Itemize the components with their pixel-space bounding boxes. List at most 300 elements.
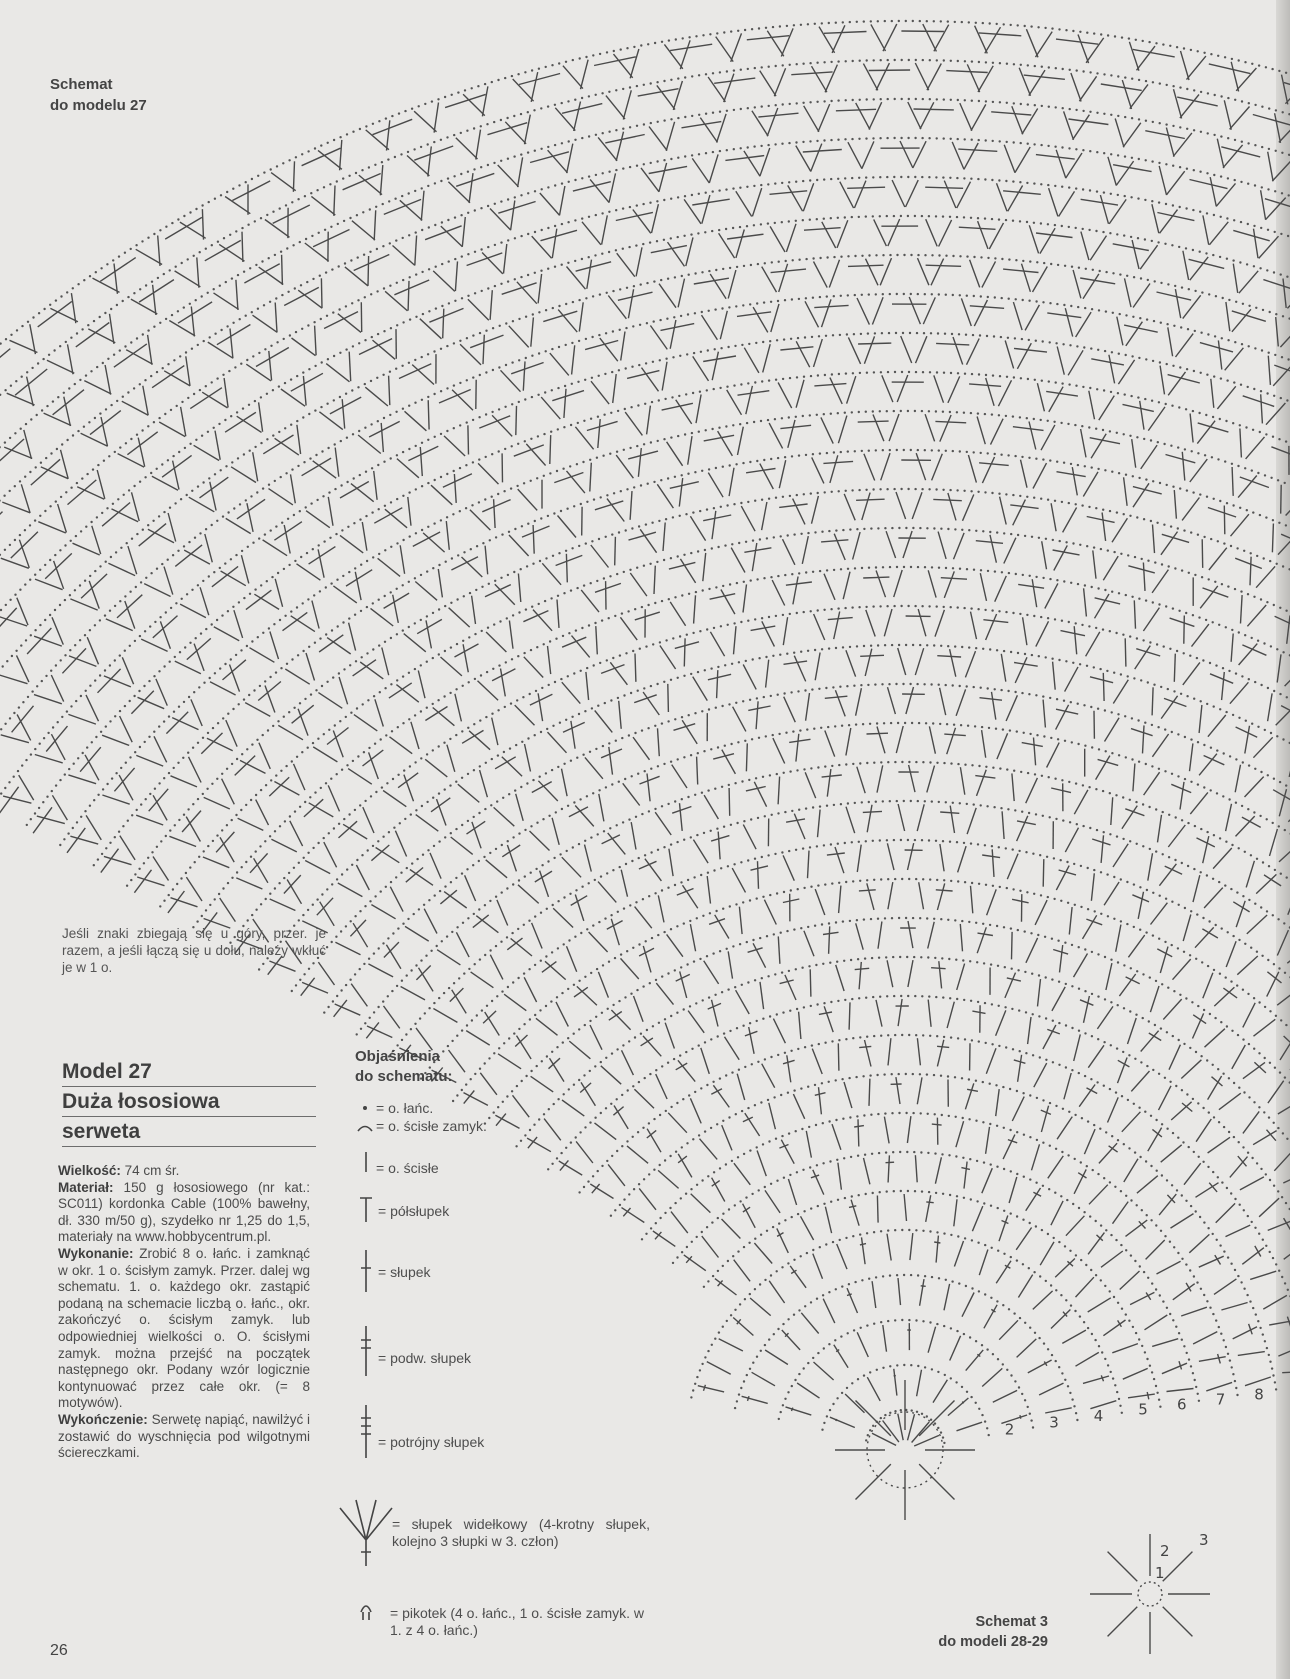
- chain-dot: [1148, 1020, 1150, 1022]
- chain-dot: [1203, 536, 1205, 538]
- chain-dot: [724, 664, 726, 666]
- chain-dot: [1086, 665, 1088, 667]
- chain-dot: [857, 1155, 859, 1157]
- chain-dot: [617, 911, 619, 913]
- chain-dot: [1110, 1001, 1112, 1003]
- chain-dot: [421, 529, 423, 531]
- chain-dot: [773, 933, 775, 935]
- chain-dot: [919, 917, 921, 919]
- chain-dot: [455, 688, 457, 690]
- chain-dot: [900, 839, 902, 841]
- chain-dot: [1232, 1373, 1234, 1375]
- chain-dot: [668, 598, 670, 600]
- chain-dot: [1151, 1282, 1153, 1284]
- chain-dot: [770, 576, 772, 578]
- chain-dot: [814, 1084, 816, 1086]
- chain-dot: [579, 798, 581, 800]
- chain-dot: [1236, 547, 1238, 549]
- chain-dot: [820, 727, 822, 729]
- chain-dot: [303, 857, 305, 859]
- chain-dot: [762, 896, 764, 898]
- chain-dot: [1031, 536, 1033, 538]
- chain-dot: [683, 554, 685, 556]
- chain-dot: [926, 1415, 928, 1417]
- chain-dot: [900, 488, 902, 490]
- chain-dot: [524, 440, 526, 442]
- chain-dot: [768, 616, 770, 618]
- chain-dot: [480, 674, 482, 676]
- chain-dot: [818, 688, 820, 690]
- chain-dot: [576, 587, 578, 589]
- chain-dot: [1253, 596, 1255, 598]
- chain-dot: [475, 589, 477, 591]
- chain-dot: [1021, 456, 1023, 458]
- chain-dot: [663, 559, 665, 561]
- chain-dot: [925, 722, 927, 724]
- chain-dot: [518, 611, 520, 613]
- chain-dot: [547, 1168, 549, 1170]
- chain-dot: [1075, 782, 1077, 784]
- chain-dot: [643, 687, 645, 689]
- chain-dot: [633, 486, 635, 488]
- chain-dot: [401, 980, 403, 982]
- chain-dot: [830, 1201, 832, 1203]
- chain-dot: [501, 990, 503, 992]
- chain-dot: [1091, 586, 1093, 588]
- chain-dot: [827, 726, 829, 728]
- chain-dot: [710, 830, 712, 832]
- chain-dot: [1023, 732, 1025, 734]
- chain-dot: [1147, 681, 1149, 683]
- chain-dot: [1122, 796, 1124, 798]
- chain-dot: [628, 818, 630, 820]
- chain-dot: [791, 573, 793, 575]
- chain-dot: [686, 1246, 688, 1248]
- chain-dot: [571, 716, 573, 718]
- chain-dot: [1212, 1064, 1214, 1066]
- chain-dot: [1181, 569, 1183, 571]
- chain-dot: [1163, 645, 1165, 647]
- chain-dot: [1161, 983, 1163, 985]
- chain-dot: [1027, 772, 1029, 774]
- chain-dot: [900, 995, 902, 997]
- chain-dot: [661, 805, 663, 807]
- chain-dot: [1282, 565, 1284, 567]
- chain-dot: [463, 551, 465, 553]
- chain-dot: [1157, 441, 1159, 443]
- chain-dot: [1198, 1400, 1200, 1402]
- chain-dot: [699, 1369, 701, 1371]
- chain-dot: [255, 850, 257, 852]
- chain-dot: [873, 879, 875, 881]
- chain-dot: [712, 1081, 714, 1083]
- chain-dot: [751, 738, 753, 740]
- chain-dot: [660, 479, 662, 481]
- chain-dot: [317, 842, 319, 844]
- chain-dot: [1054, 778, 1056, 780]
- chain-dot: [657, 849, 659, 851]
- chain-dot: [307, 909, 309, 911]
- chain-dot: [838, 373, 840, 375]
- chain-dot: [640, 1033, 642, 1035]
- chain-dot: [354, 567, 356, 569]
- chain-dot: [1235, 672, 1237, 674]
- chain-dot: [844, 842, 846, 844]
- chain-dot: [973, 569, 975, 571]
- chain-dot: [550, 431, 552, 433]
- chain-dot: [307, 852, 309, 854]
- chain-dot: [638, 1081, 640, 1083]
- chain-dot: [645, 940, 647, 942]
- chain-dot: [498, 1047, 500, 1049]
- chain-dot: [1136, 637, 1138, 639]
- chain-dot: [172, 888, 174, 890]
- chain-dot: [1105, 750, 1107, 752]
- chain-dot: [804, 689, 806, 691]
- chain-dot: [922, 1034, 924, 1036]
- chain-dot: [991, 1003, 993, 1005]
- chain-dot: [1188, 1358, 1190, 1360]
- chain-dot: [1109, 833, 1111, 835]
- chain-dot: [638, 1183, 640, 1185]
- chain-dot: [1238, 631, 1240, 633]
- chain-dot: [345, 716, 347, 718]
- chain-dot: [438, 997, 440, 999]
- chain-dot: [728, 1208, 730, 1210]
- chain-dot: [446, 473, 448, 475]
- chain-dot: [894, 878, 896, 880]
- chain-dot: [934, 1113, 936, 1115]
- chain-dot: [530, 872, 532, 874]
- chain-dot: [506, 617, 508, 619]
- chain-dot: [1142, 803, 1144, 805]
- chain-dot: [922, 878, 924, 880]
- chain-dot: [177, 762, 179, 764]
- chain-dot: [909, 683, 911, 685]
- chain-dot: [198, 686, 200, 688]
- chain-dot: [1167, 688, 1169, 690]
- chain-dot: [1060, 900, 1062, 902]
- chain-dot: [1155, 980, 1157, 982]
- chain-dot: [915, 1034, 917, 1036]
- chain-dot: [626, 950, 628, 952]
- chain-dot: [738, 1069, 740, 1071]
- chain-dot: [850, 1156, 852, 1158]
- chain-dot: [793, 928, 795, 930]
- chain-dot: [1200, 828, 1202, 830]
- chain-dot: [705, 429, 707, 431]
- chain-dot: [887, 761, 889, 763]
- chain-dot: [901, 1229, 903, 1231]
- chain-dot: [783, 1177, 785, 1179]
- chain-dot: [914, 605, 916, 607]
- chain-dot: [1191, 1001, 1193, 1003]
- chain-dot: [109, 842, 111, 844]
- chain-dot: [511, 1090, 513, 1092]
- chain-dot: [646, 1029, 648, 1031]
- chain-dot: [1010, 1170, 1012, 1172]
- chain-dot: [1238, 717, 1240, 719]
- chain-dot: [1254, 1227, 1256, 1229]
- chain-dot: [681, 474, 683, 476]
- chain-dot: [493, 1111, 495, 1113]
- chain-dot: [1029, 1094, 1031, 1096]
- chain-dot: [482, 542, 484, 544]
- chain-dot: [745, 541, 747, 543]
- chain-dot: [866, 879, 868, 881]
- chain-dot: [544, 600, 546, 602]
- chain-dot: [1003, 1127, 1005, 1129]
- chain-dot: [728, 1116, 730, 1118]
- chain-dot: [708, 996, 710, 998]
- chain-dot: [362, 703, 364, 705]
- chain-dot: [498, 450, 500, 452]
- chain-dot: [812, 1357, 814, 1359]
- chain-dot: [908, 1319, 910, 1321]
- chain-dot: [1237, 1275, 1239, 1277]
- chain-dot: [783, 891, 785, 893]
- chain-dot: [1115, 1091, 1117, 1093]
- chain-dot: [749, 1149, 751, 1151]
- chain-dot: [616, 824, 618, 826]
- chain-dot: [704, 1130, 706, 1132]
- chain-dot: [1063, 700, 1065, 702]
- chain-dot: [756, 1146, 758, 1148]
- chain-dot: [503, 1042, 505, 1044]
- chain-dot: [889, 1274, 891, 1276]
- chain-dot: [1174, 567, 1176, 569]
- chain-dot: [1095, 1220, 1097, 1222]
- chain-dot: [766, 935, 768, 937]
- chain-dot: [739, 423, 741, 425]
- chain-dot: [543, 475, 545, 477]
- chain-dot: [1040, 419, 1042, 421]
- chain-dot: [1189, 1269, 1191, 1271]
- chain-dot: [693, 960, 695, 962]
- chain-dot: [1225, 976, 1227, 978]
- chain-dot: [260, 584, 262, 586]
- chain-dot: [962, 959, 964, 961]
- chain-dot: [663, 846, 665, 848]
- chain-dot: [295, 984, 297, 986]
- chain-dot: [1038, 1337, 1040, 1339]
- chain-dot: [584, 976, 586, 978]
- chain-dot: [872, 1192, 874, 1194]
- chain-dot: [1133, 883, 1135, 885]
- chain-dot: [236, 871, 238, 873]
- chain-dot: [929, 1230, 931, 1232]
- chain-dot: [656, 683, 658, 685]
- chain-dot: [821, 531, 823, 533]
- chain-dot: [1002, 1304, 1004, 1306]
- chain-dot: [521, 1080, 523, 1082]
- chain-dot: [573, 1033, 575, 1035]
- chain-dot: [551, 1051, 553, 1053]
- chain-dot: [876, 1369, 878, 1371]
- chain-dot: [1197, 783, 1199, 785]
- chain-dot: [455, 781, 457, 783]
- chain-dot: [756, 578, 758, 580]
- chain-dot: [338, 823, 340, 825]
- chain-dot: [693, 876, 695, 878]
- chain-dot: [819, 570, 821, 572]
- chain-dot: [873, 1035, 875, 1037]
- chain-dot: [901, 1319, 903, 1321]
- chain-dot: [496, 995, 498, 997]
- chain-dot: [1041, 1229, 1043, 1231]
- chain-dot: [1203, 1294, 1205, 1296]
- chain-dot: [690, 754, 692, 756]
- chain-dot: [655, 979, 657, 981]
- chain-dot: [968, 646, 970, 648]
- chain-dot: [968, 1078, 970, 1080]
- chain-dot: [870, 1114, 872, 1116]
- chain-dot: [776, 1180, 778, 1182]
- chain-dot: [766, 537, 768, 539]
- chain-dot: [541, 687, 543, 689]
- chain-dot: [530, 480, 532, 482]
- chain-dot: [799, 729, 801, 731]
- chain-dot: [1222, 1073, 1224, 1075]
- chain-dot: [1048, 776, 1050, 778]
- chain-dot: [396, 542, 398, 544]
- chain-dot: [1160, 1027, 1162, 1029]
- chain-dot: [1067, 902, 1069, 904]
- chain-dot: [935, 1192, 937, 1194]
- chain-dot: [390, 683, 392, 685]
- chain-dot: [1269, 1361, 1271, 1363]
- chain-dot: [722, 1120, 724, 1122]
- chain-dot: [1184, 736, 1186, 738]
- chain-dot: [968, 529, 970, 531]
- chain-dot: [949, 489, 951, 491]
- chain-dot: [898, 917, 900, 919]
- chain-dot: [950, 762, 952, 764]
- chain-dot: [321, 893, 323, 895]
- chain-dot: [1016, 1215, 1018, 1217]
- chain-dot: [1197, 741, 1199, 743]
- chain-dot: [1238, 1087, 1240, 1089]
- chain-dot: [1019, 613, 1021, 615]
- chain-dot: [852, 1235, 854, 1237]
- chain-dot: [1113, 672, 1115, 674]
- chain-dot: [836, 1159, 838, 1161]
- chain-dot: [194, 861, 196, 863]
- chain-dot: [366, 652, 368, 654]
- chain-dot: [704, 1041, 706, 1043]
- chain-dot: [983, 962, 985, 964]
- chain-dot: [816, 414, 818, 416]
- chain-dot: [517, 928, 519, 930]
- chain-dot: [1145, 931, 1147, 933]
- chain-dot: [267, 729, 269, 731]
- chain-dot: [658, 520, 660, 522]
- chain-dot: [1227, 1256, 1229, 1258]
- chain-dot: [957, 1235, 959, 1237]
- chain-dot: [978, 1408, 980, 1410]
- chain-dot: [670, 843, 672, 845]
- chain-dot: [1079, 1315, 1081, 1317]
- chain-dot: [432, 612, 434, 614]
- chain-dot: [1061, 1372, 1063, 1374]
- chain-dot: [919, 1073, 921, 1075]
- chain-dot: [1030, 932, 1032, 934]
- chain-dot: [1264, 729, 1266, 731]
- chain-dot: [832, 1403, 834, 1405]
- chain-dot: [545, 772, 547, 774]
- chain-dot: [506, 936, 508, 938]
- chain-dot: [489, 900, 491, 902]
- chain-dot: [246, 748, 248, 750]
- chain-dot: [961, 920, 963, 922]
- chain-dot: [788, 970, 790, 972]
- chain-dot: [1189, 1047, 1191, 1049]
- chain-dot: [752, 939, 754, 941]
- chain-dot: [1112, 1377, 1114, 1379]
- chain-dot: [1011, 968, 1013, 970]
- chain-dot: [910, 1364, 912, 1366]
- chain-dot: [727, 624, 729, 626]
- chain-dot: [598, 921, 600, 923]
- chain-dot: [796, 376, 798, 378]
- chain-dot: [1029, 1178, 1031, 1180]
- chain-dot: [1272, 519, 1274, 521]
- chain-dot: [848, 1077, 850, 1079]
- chain-dot: [898, 644, 900, 646]
- chain-dot: [465, 464, 467, 466]
- chain-dot: [851, 998, 853, 1000]
- chain-dot: [711, 1221, 713, 1223]
- chain-dot: [773, 536, 775, 538]
- chain-dot: [1260, 771, 1262, 773]
- chain-dot: [847, 568, 849, 570]
- chain-dot: [384, 687, 386, 689]
- chain-dot: [1090, 1078, 1092, 1080]
- chain-dot: [531, 606, 533, 608]
- chain-dot: [826, 805, 828, 807]
- chain-dot: [856, 645, 858, 647]
- chain-dot: [539, 776, 541, 778]
- chain-dot: [637, 773, 639, 775]
- chain-dot: [1166, 1307, 1168, 1309]
- chain-dot: [284, 820, 286, 822]
- chain-dot: [1229, 1359, 1231, 1361]
- chain-dot: [777, 1054, 779, 1056]
- chain-dot: [249, 593, 251, 595]
- chain-dot: [300, 556, 302, 558]
- chain-dot: [1259, 514, 1261, 516]
- chain-dot: [356, 1033, 358, 1035]
- chain-dot: [717, 1035, 719, 1037]
- chain-dot: [1176, 1189, 1178, 1191]
- chain-dot: [950, 880, 952, 882]
- chain-dot: [449, 784, 451, 786]
- chain-dot: [372, 602, 374, 604]
- chain-dot: [959, 802, 961, 804]
- chain-dot: [354, 614, 356, 616]
- chain-dot: [895, 683, 897, 685]
- chain-dot: [1256, 858, 1258, 860]
- chain-dot: [1018, 850, 1020, 852]
- chain-dot: [803, 1006, 805, 1008]
- chain-dot: [856, 528, 858, 530]
- chain-dot: [1165, 605, 1167, 607]
- chain-dot: [836, 1397, 838, 1399]
- chain-dot: [1045, 1059, 1047, 1061]
- chain-dot: [803, 376, 805, 378]
- chain-dot: [270, 779, 272, 781]
- chain-dot: [1014, 455, 1016, 457]
